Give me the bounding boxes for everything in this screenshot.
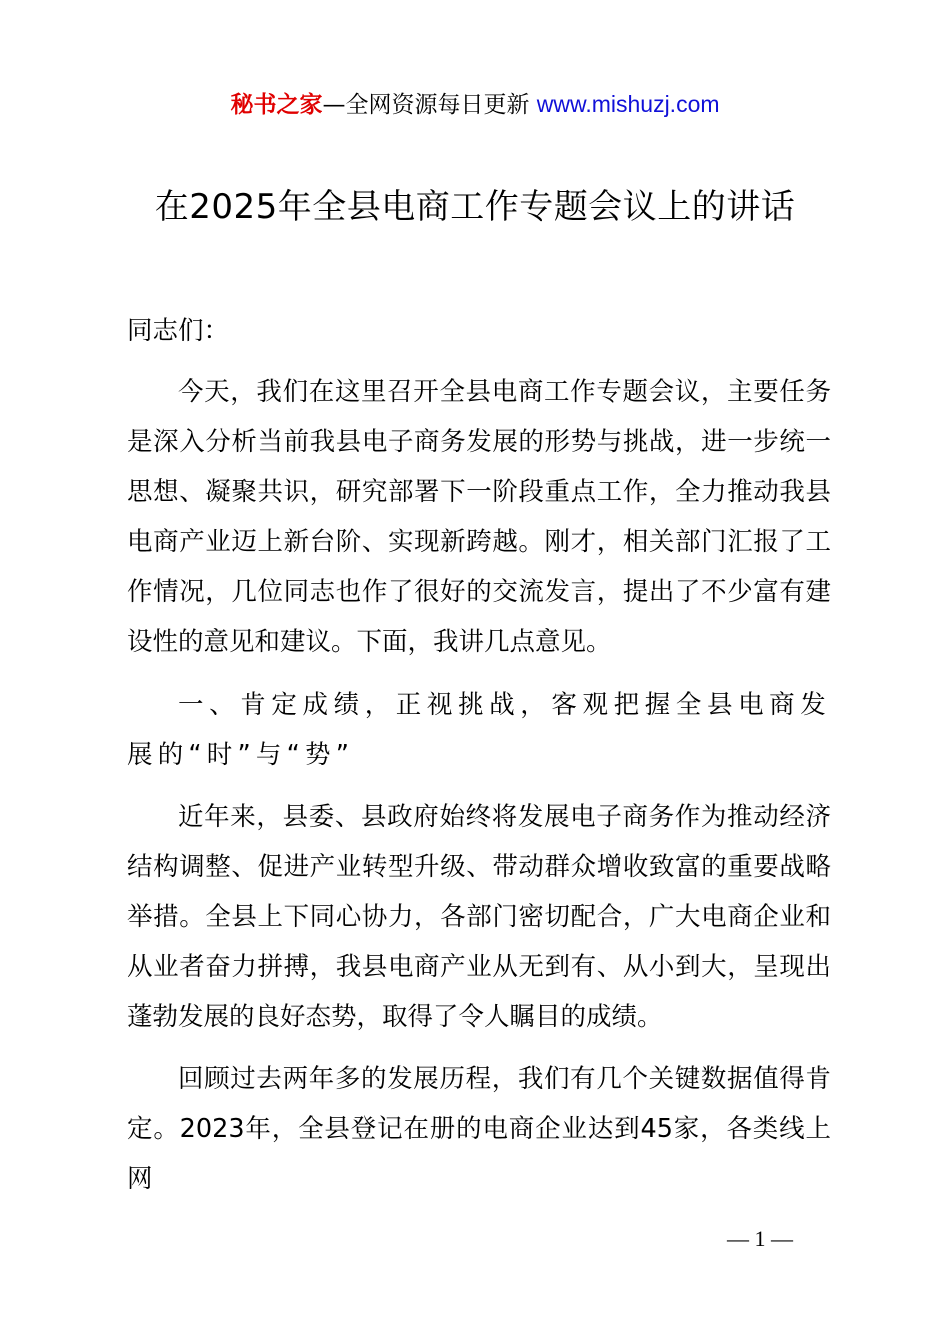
brand-name: 秘书之家 [230,92,323,118]
paragraph-3 [127,1054,831,1204]
section-heading-1-text: 一、肯定成绩，正视挑战，客观把握全县电商发展的“时”与“势” [127,690,831,770]
site-header [0,88,950,121]
salutation [127,306,831,356]
paragraph-1 [127,367,831,667]
page-number: — 1 — [727,1226,793,1251]
paragraph-2-text: 近年来，县委、县政府始终将发展电子商务作为推动经济结构调整、促进产业转型升级、带动群众增收致富的重要战略举措。全县上下同心协力，各部门密切配合，广大电商企业和从业者奋力拼搏，我县电商产业从无到有、从小到大，呈现出蓬勃发展的良好态势，取得了令人瞩目的成绩。 [127,802,831,1032]
paragraph-3-text: 回顾过去两年多的发展历程，我们有几个关键数据值得肯定。2023年，全县登记在册的电商企业达到45家，各类线上网 [127,1064,831,1194]
paragraph-1-text: 今天，我们在这里召开全县电商工作专题会议，主要任务是深入分析当前我县电子商务发展的形势与挑战，进一步统一思想、凝聚共识，研究部署下一阶段重点工作，全力推动我县电商产业迈上新台阶、实现新跨越。刚才，相关部门汇报了工作情况，几位同志也作了很好的交流发言，提出了不少富有建设性的意见和建议。下面，我讲几点意见。 [127,377,831,657]
section-heading-1 [127,680,831,780]
header-tagline: —全网资源每日更新 [322,92,537,118]
site-url-link[interactable]: www.mishuzj.com [536,91,720,117]
document-title: 在2025年全县电商工作专题会议上的讲话 [154,187,796,227]
paragraph-2 [127,792,831,1042]
salutation-text: 同志们： [127,316,230,346]
